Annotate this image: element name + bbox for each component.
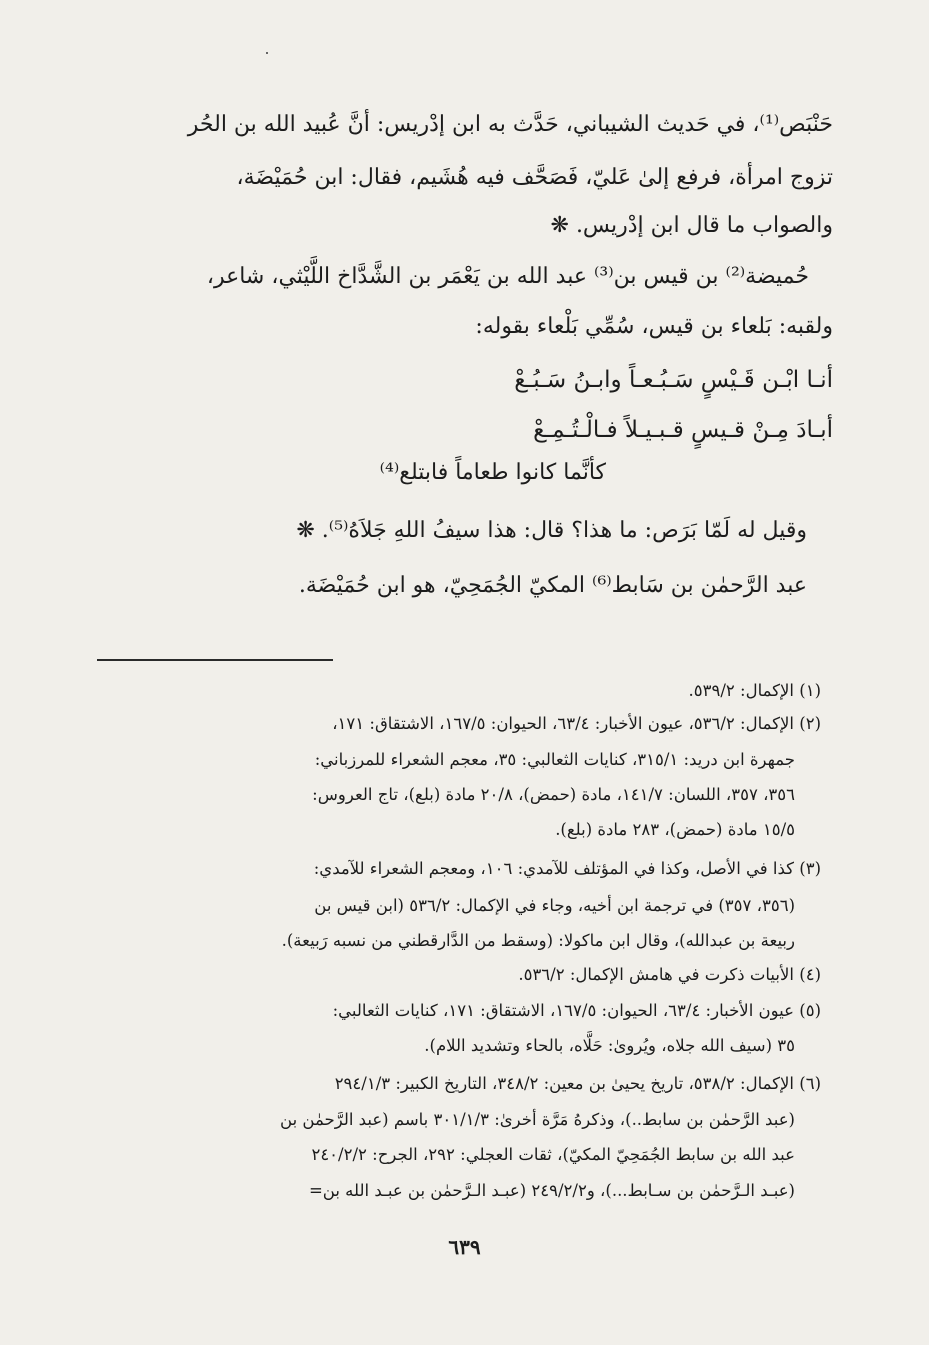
entry-heading-line: حُميضة⁽²⁾ بن قيس بن⁽³⁾ عبد الله بن يَعْمَر بن الشَّدَّاخ اللَّيْثي، شاعر، (206, 264, 809, 289)
footnote-line: (عبد الرَّحمٰن بن سابط..)، وذكرهُ مَرَّة أخرىٰ: ٣٠١/١/٣ باسم (عبد الرَّحمٰن بن (280, 1110, 795, 1129)
verse-line: أنـا ابْـن قَـيْسٍ سَـبُـعـاً وابـنُ سَـبُـعْ (514, 367, 833, 393)
footnote-line: (٦) الإكمال: ٥٣٨/٢، تاريخ يحيىٰ بن معين: ٣٤٨/٢، التاريخ الكبير: ٢٩٤/١/٣ (334, 1074, 821, 1093)
footnote-line: عبد الله بن سابط الجُمَحِيّ المكيّ)، ثقات العجلي: ٢٩٢، الجرح: ٢٤٠/٢/٢ (311, 1145, 795, 1164)
footnote-line: (عبـد الـرَّحمٰن بن سـابط...)، و٢٤٩/٢/٢ (عبـد الـرَّحمٰن بن عبـد الله بن= (308, 1181, 795, 1200)
footnote-line: ١٥/٥ مادة (حمض)، ٢٨٣ مادة (بلع). (555, 820, 795, 839)
footnote-separator (97, 659, 333, 661)
body-line: حَنْبَص⁽¹⁾، في حَديث الشيباني، حَدَّث به ابن إدْريس: أنَّ عُبيد الله بن الحُر (187, 112, 833, 137)
footnote-line: (٢) الإكمال: ٥٣٦/٢، عيون الأخبار: ٦٣/٤، الحيوان: ١٦٧/٥، الاشتقاق: ١٧١، (332, 714, 821, 733)
footnote-line: ٣٥ (سيف الله جلاه، ويُروىٰ: حَلَّاه، بالحاء وتشديد اللام). (424, 1036, 795, 1055)
body-line: ولقبه: بَلعاء بن قيس، سُمِّي بَلْعاء بقوله: (475, 314, 833, 339)
footnote-line: (٣٥٦، ٣٥٧) في ترجمة ابن أخيه، وجاء في الإكمال: ٥٣٦/٢ (ابن قيس بن (314, 896, 795, 915)
body-line: تزوج امرأة، فرفع إلىٰ عَليّ، فَصَحَّف فيه هُشَيم، فقال: ابن حُمَيْضَة، (236, 165, 833, 190)
verse-line: أبـادَ مِـنْ قـيسٍ قـبـيـلاً فـالْـتُـمِـعْ (533, 417, 833, 443)
footnote-line: (٥) عيون الأخبار: ٦٣/٤، الحيوان: ١٦٧/٥، الاشتقاق: ١٧١، كنايات الثعالبي: (332, 1001, 821, 1020)
body-line: وقيل له لَمّا بَرَص: ما هذا؟ قال: هذا سيفُ اللهِ جَلاَهُ⁽⁵⁾. ❋ (296, 518, 807, 543)
verse-line: كأنَّما كانوا طعاماً فابتلع⁽⁴⁾ (379, 460, 606, 485)
entry-heading-line: عبد الرَّحمٰن بن سَابط⁽⁶⁾ المكيّ الجُمَحِيّ، هو ابن حُمَيْضَة. (298, 573, 807, 598)
footnote-line: (٣) كذا في الأصل، وكذا في المؤتلف للآمدي: ١٠٦، ومعجم الشعراء للآمدي: (313, 859, 821, 878)
scan-speck (266, 52, 268, 54)
footnote-line: ٣٥٦، ٣٥٧، اللسان: ١٤١/٧، مادة (حمض)، ٢٠/٨ مادة (بلع)، تاج العروس: (312, 785, 795, 804)
body-line: والصواب ما قال ابن إدْريس. ❋ (550, 213, 833, 238)
page-number: ٦٣٩ (448, 1235, 481, 1259)
footnote-line: جمهرة ابن دريد: ٣١٥/١، كنايات الثعالبي: ٣٥، معجم الشعراء للمرزباني: (314, 750, 795, 769)
footnote-line: (١) الإكمال: ٥٣٩/٢. (688, 681, 821, 700)
footnote-line: ربيعة بن عبدالله)، وقال ابن ماكولا: (وسقط من الدَّارقطني من نسبه رَبيعة). (281, 931, 795, 950)
footnote-line: (٤) الأبيات ذكرت في هامش الإكمال: ٥٣٦/٢. (518, 965, 821, 984)
